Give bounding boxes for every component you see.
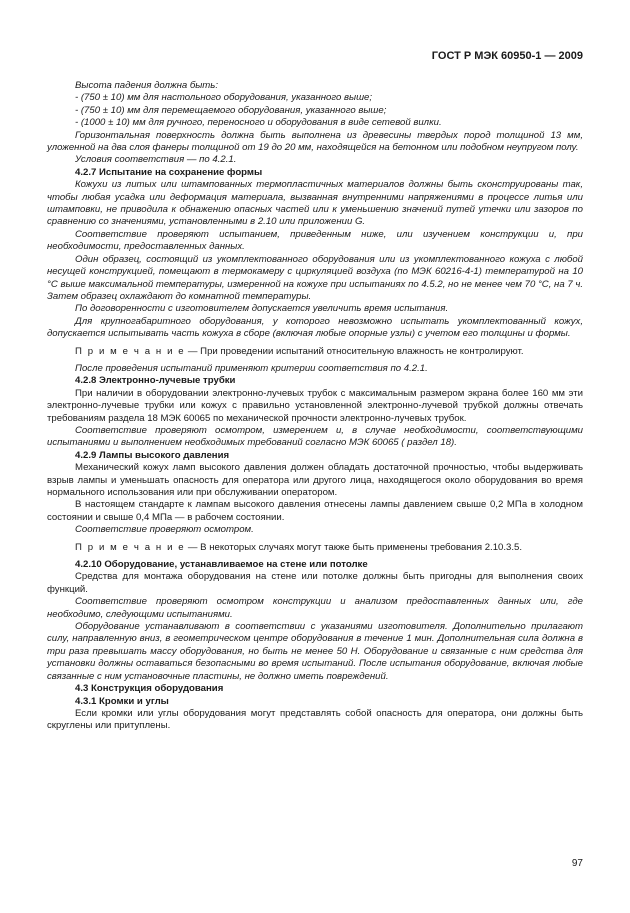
note-paragraph — [47, 542, 583, 554]
body-paragraph: Для крупногабаритного оборудования, у которого невозможно испытать укомплектованный кожух, допускается испытывать часть кожуха в сборе (включая любые опорные узлы) с учетом его толщины и формы. — [47, 315, 583, 340]
body-paragraph: Один образец, состоящий из укомплектованного оборудования или из укомплектованного кожуха с любой несущей конструкцией, помещают в термокамеру с циркуляцией воздуха (по МЭК 60216-4-1) температурой на 10 °С выше максимальной температуры, измеренной на кожухе при испытаниях по 4.5.2, но не менее чем 70 °С, на 7 ч. Затем образец охлаждают до комнатной температуры. — [47, 253, 583, 302]
body-paragraph: - (750 ± 10) мм для настольного оборудования, указанного выше; — [75, 92, 373, 104]
section-heading: 4.2.9 Лампы высокого давления — [75, 449, 230, 461]
body-paragraph: После проведения испытаний применяют критерии соответствия по 4.2.1. — [75, 362, 428, 374]
body-paragraph: Соответствие проверяют осмотром конструкции и анализом предоставленных данных или, где необходимо, следующими испытаниями. — [47, 596, 583, 620]
body-paragraph: Оборудование устанавливают в соответствии с указаниями изготовителя. Дополнительно прилагают силу, направленную вниз, в геометрическом центре оборудования в течение 1 мин. Дополнительная сила должна в три раза превышать массу оборудования, но быть не менее 50 Н. Оборудование и связанные с ним средства для установки должны оставаться безопасными во время испытаний. После испытания оборудование, включая любые связанные с ним установочные пластины, не должно иметь повреждений. — [47, 621, 583, 682]
body-paragraph: Средства для монтажа оборудования на стене или потолке должны быть пригодны для выполнения своих функций. — [47, 571, 583, 595]
body-paragraph: Кожухи из литых или штампованных термопластичных материалов должны быть сконструированы так, чтобы любая усадка или деформация материала, вызванная внутренними напряжениями в процессе литья или штамповки, не приводила к обнажению опасных частей или к уменьшению значений путей утечки или зазоров по сравнению со значениями, установленными в 2.10 или приложении G. — [47, 179, 583, 228]
body-paragraph: По договоренности с изготовителем допускается увеличить время испытания. — [75, 303, 449, 315]
note-label: П р и м е ч а н и е — [75, 541, 186, 553]
body-paragraph: В настоящем стандарте к лампам высокого давления отнесены лампы давлением свыше 0,2 МПа в холодном состоянии и свыше 0,4 МПа — в рабочем состоянии. — [47, 499, 583, 523]
section-heading: 4.2.7 Испытание на сохранение формы — [75, 166, 263, 178]
section-heading: 4.2.10 Оборудование, устанавливаемое на стене или потолке — [75, 559, 368, 571]
body-paragraph: Соответствие проверяют осмотром. — [75, 524, 254, 536]
section-heading: 4.3 Конструкция оборудования — [75, 683, 224, 695]
note-paragraph — [47, 346, 583, 358]
body-paragraph: - (1000 ± 10) мм для ручного, переносного и оборудования в виде сетевой вилки. — [75, 117, 442, 129]
body-paragraph: Горизонтальная поверхность должна быть выполнена из древесины твердых пород толщиной 13 мм, уложенной на два слоя фанеры толщиной от 19 до 20 мм, находящейся на бетонном или подобном неупругом полу. — [47, 129, 583, 154]
document-header: ГОСТ Р МЭК 60950-1 — 2009 — [431, 50, 583, 62]
section-heading: 4.2.8 Электронно-лучевые трубки — [75, 375, 236, 387]
body-paragraph: Соответствие проверяют осмотром, измерением и, в случае необходимости, соответствующими испытаниями и выполнением необходимых требований согласно МЭК 60065 ( раздел 18). — [47, 424, 583, 449]
page-number: 97 — [571, 858, 583, 869]
body-paragraph: Условия соответствия — по 4.2.1. — [75, 154, 237, 166]
document-body — [47, 80, 583, 733]
body-paragraph: Соответствие проверяют испытанием, приведенным ниже, или изучением конструкции и, при необходимости, предоставленных данных. — [47, 228, 583, 253]
note-text: — При проведении испытаний относительную влажность не контролируют. — [185, 345, 524, 357]
body-paragraph: При наличии в оборудовании электронно-лучевых трубок с максимальным размером экрана более 160 мм эти электронно-лучевые трубки или кожух с правильно установленной электронно-лучевой трубкой должны отвечать требованиям раздела 18 МЭК 60065 по механической прочности электронно-лучевых трубок. — [47, 387, 583, 424]
body-paragraph: - (750 ± 10) мм для перемещаемого оборудования, указанного выше; — [75, 104, 387, 116]
body-paragraph: Механический кожух ламп высокого давления должен обладать достаточной прочностью, чтобы выдерживать взрыв лампы и уменьшать опасность для оператора или другого лица, находящегося около оборудования во время нормального использования или при обслуживании оператором. — [47, 462, 583, 498]
section-heading: 4.3.1 Кромки и углы — [75, 695, 169, 707]
body-paragraph: Если кромки или углы оборудования могут представлять собой опасность для оператора, они должны быть скруглены или притуплены. — [47, 707, 583, 732]
note-label: П р и м е ч а н и е — [75, 345, 186, 357]
body-paragraph: Высота падения должна быть: — [75, 80, 219, 91]
note-text: — В некоторых случаях могут также быть применены требования 2.10.3.5. — [185, 541, 523, 553]
